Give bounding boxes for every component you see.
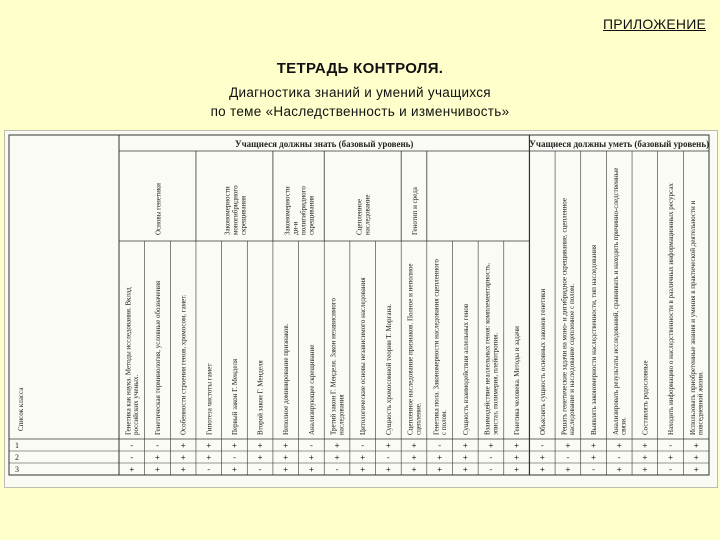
cell-mark[interactable]: - bbox=[667, 441, 674, 451]
column-label: Анализировать результаты исследований, сравнивать и находить причинно-следственные bbox=[611, 167, 620, 435]
cell-mark[interactable]: + bbox=[231, 441, 237, 451]
group-label: полигибридного bbox=[299, 186, 308, 235]
column-label: Выявлять закономерности наследственности, тип наследования bbox=[590, 244, 599, 435]
cell-mark[interactable]: + bbox=[565, 441, 571, 451]
row-number: 2 bbox=[15, 453, 19, 462]
cell-mark[interactable]: - bbox=[308, 441, 314, 451]
cell-mark[interactable]: + bbox=[462, 441, 468, 451]
subtitle-line-2: по теме «Наследственность и изменчивость» bbox=[210, 104, 510, 119]
cell-mark[interactable]: + bbox=[616, 465, 622, 475]
column-label: наследование и наследование сцепленное с полом. bbox=[568, 283, 577, 435]
group-label: скрещивания bbox=[307, 195, 316, 235]
cell-mark[interactable]: + bbox=[231, 465, 237, 475]
group-label: ди-и bbox=[291, 221, 300, 235]
cell-mark[interactable]: + bbox=[308, 453, 314, 463]
row-number: 3 bbox=[15, 465, 19, 474]
cell-mark[interactable]: + bbox=[411, 465, 417, 475]
cell-mark[interactable]: - bbox=[129, 453, 135, 463]
cell-mark[interactable]: + bbox=[437, 453, 443, 463]
column-label: наследования bbox=[337, 394, 346, 435]
cell-mark[interactable]: + bbox=[334, 441, 340, 451]
cell-mark[interactable]: - bbox=[206, 465, 212, 475]
group-label: Генотип и среда bbox=[411, 187, 419, 235]
know-header: Учащиеся должны знать (базовый уровень) bbox=[235, 139, 414, 149]
cell-mark[interactable]: + bbox=[642, 441, 648, 451]
column-label: Генетика как наука. Методы исследования. Вклад bbox=[124, 287, 133, 435]
column-label: сцепление. bbox=[414, 402, 423, 435]
column-label: Находить информацию о наследственности в различных информационных ресурсах bbox=[667, 183, 676, 435]
column-label: Неполное доминирование признаков. bbox=[282, 323, 291, 435]
column-label: Сущность взаимодействия аллельных генов bbox=[461, 303, 470, 435]
cell-mark[interactable]: + bbox=[411, 441, 417, 451]
column-label: Решать генетические задачи на моно- и дигибридное скрещивание, сцепленное bbox=[560, 198, 569, 435]
cell-mark[interactable]: + bbox=[437, 465, 443, 475]
can-header: Учащиеся должны уметь (базовый уровень) bbox=[529, 139, 710, 149]
cell-mark[interactable]: - bbox=[360, 441, 366, 451]
cell-mark[interactable]: + bbox=[257, 453, 263, 463]
cell-mark[interactable]: - bbox=[667, 465, 674, 475]
column-label: Сцепленное наследование признаков. Полное и неполное bbox=[406, 263, 415, 435]
document-subtitle bbox=[0, 83, 720, 121]
cell-mark[interactable]: + bbox=[642, 453, 648, 463]
cell-mark[interactable]: + bbox=[308, 465, 314, 475]
column-label: Особенности строения генов, хромосом, гамет. bbox=[179, 294, 188, 435]
cell-mark[interactable]: + bbox=[283, 465, 289, 475]
cell-mark[interactable]: + bbox=[514, 453, 520, 463]
column-label: Составлять родословные bbox=[641, 360, 650, 435]
document-title: ТЕТРАДЬ КОНТРОЛЯ. bbox=[276, 60, 444, 77]
group-label: Основы генетики bbox=[154, 183, 163, 235]
column-label: Гипотеза чистоты гамет bbox=[205, 363, 214, 435]
control-table bbox=[4, 130, 718, 488]
column-label: связи. bbox=[619, 417, 628, 435]
cell-mark[interactable]: + bbox=[514, 465, 520, 475]
cell-mark[interactable]: + bbox=[283, 453, 289, 463]
cell-mark[interactable]: + bbox=[257, 441, 263, 451]
cell-mark[interactable]: - bbox=[334, 465, 340, 475]
row-number: 1 bbox=[15, 441, 19, 450]
cell-mark[interactable]: + bbox=[360, 465, 366, 475]
appendix-label: ПРИЛОЖЕНИЕ bbox=[602, 16, 706, 32]
cell-mark[interactable]: + bbox=[642, 465, 648, 475]
column-label: Использовать приобретенные знания и умения в практической деятельности и bbox=[688, 200, 697, 435]
cell-mark[interactable]: + bbox=[591, 441, 597, 451]
cell-mark[interactable]: - bbox=[437, 441, 443, 451]
column-label: Второй закон Г. Менделя bbox=[256, 360, 265, 435]
cell-mark[interactable]: + bbox=[462, 465, 468, 475]
column-label: российских ученых. bbox=[132, 374, 141, 435]
column-label: с полом. bbox=[439, 409, 448, 435]
cell-mark[interactable]: - bbox=[488, 465, 494, 475]
cell-mark[interactable]: + bbox=[539, 453, 545, 463]
cell-mark[interactable]: + bbox=[385, 441, 391, 451]
column-label: Анализирующее скрещивание bbox=[307, 344, 316, 435]
cell-mark[interactable]: + bbox=[180, 453, 186, 463]
cell-mark[interactable]: + bbox=[693, 453, 699, 463]
cell-mark[interactable]: + bbox=[154, 465, 161, 475]
cell-mark[interactable]: + bbox=[334, 453, 340, 463]
cell-mark[interactable]: + bbox=[206, 441, 212, 451]
cell-mark[interactable]: + bbox=[514, 441, 520, 451]
column-label: Цитологические основы независимого наследования bbox=[359, 277, 368, 435]
column-label: Генетическая терминология, условные обозначения bbox=[153, 280, 162, 435]
cell-mark[interactable]: + bbox=[693, 465, 699, 475]
cell-mark[interactable]: + bbox=[360, 453, 366, 463]
group-label: скрещивания bbox=[239, 195, 248, 235]
group-label: Закономерности bbox=[223, 186, 232, 235]
cell-mark[interactable]: + bbox=[180, 441, 186, 451]
column-label: Сущность хромосомной теории Т. Моргана. bbox=[384, 303, 393, 435]
cell-mark[interactable]: + bbox=[206, 453, 212, 463]
cell-mark[interactable]: - bbox=[385, 453, 391, 463]
cell-mark[interactable]: - bbox=[231, 453, 237, 463]
list-label: Список класса bbox=[17, 387, 25, 431]
cell-mark[interactable]: + bbox=[411, 453, 417, 463]
cell-mark[interactable]: - bbox=[616, 453, 622, 463]
column-label: Первый закон Г. Менделя bbox=[230, 358, 239, 435]
cell-mark[interactable]: + bbox=[488, 441, 494, 451]
cell-mark[interactable]: + bbox=[385, 465, 391, 475]
group-label: моногибридного bbox=[231, 185, 240, 235]
cell-mark[interactable]: - bbox=[539, 441, 545, 451]
group-label: наследование bbox=[363, 194, 372, 235]
cell-mark[interactable]: + bbox=[283, 441, 289, 451]
table-grid bbox=[5, 131, 717, 487]
cell-mark[interactable]: + bbox=[565, 465, 571, 475]
column-label: Генетика пола. Закономерности наследования сцепленного bbox=[432, 259, 441, 435]
cell-mark[interactable]: - bbox=[129, 441, 135, 451]
cell-mark[interactable]: - bbox=[565, 453, 571, 463]
column-label: Объяснять сущность основных законов генетики bbox=[538, 288, 547, 435]
cell-mark[interactable]: + bbox=[129, 465, 135, 475]
group-label: Сцепленное bbox=[355, 198, 364, 235]
column-label: эпистаз, полимерия, плейотропия. bbox=[491, 332, 500, 435]
cell-mark[interactable]: - bbox=[488, 453, 494, 463]
cell-mark[interactable]: - bbox=[154, 441, 161, 451]
cell-mark[interactable]: + bbox=[154, 453, 161, 463]
column-label: Взаимодействие неаллельных генов: комплементарность, bbox=[483, 263, 492, 435]
cell-mark[interactable]: + bbox=[462, 453, 468, 463]
cell-mark[interactable]: + bbox=[693, 441, 699, 451]
cell-mark[interactable]: + bbox=[591, 453, 597, 463]
cell-mark[interactable]: + bbox=[180, 465, 186, 475]
column-label: Третий закон Г. Менделя. Закон независимого bbox=[329, 298, 338, 435]
column-label: Генетика человека. Методы и задачи bbox=[513, 326, 522, 435]
cell-mark[interactable]: + bbox=[539, 465, 545, 475]
cell-mark[interactable]: - bbox=[257, 465, 263, 475]
cell-mark[interactable]: + bbox=[616, 441, 622, 451]
group-label: Закономерности bbox=[283, 186, 292, 235]
subtitle-line-1: Диагностика знаний и умений учащихся bbox=[229, 85, 491, 100]
cell-mark[interactable]: - bbox=[591, 465, 597, 475]
column-label: повседневной жизни. bbox=[696, 371, 705, 435]
cell-mark[interactable]: + bbox=[667, 453, 674, 463]
